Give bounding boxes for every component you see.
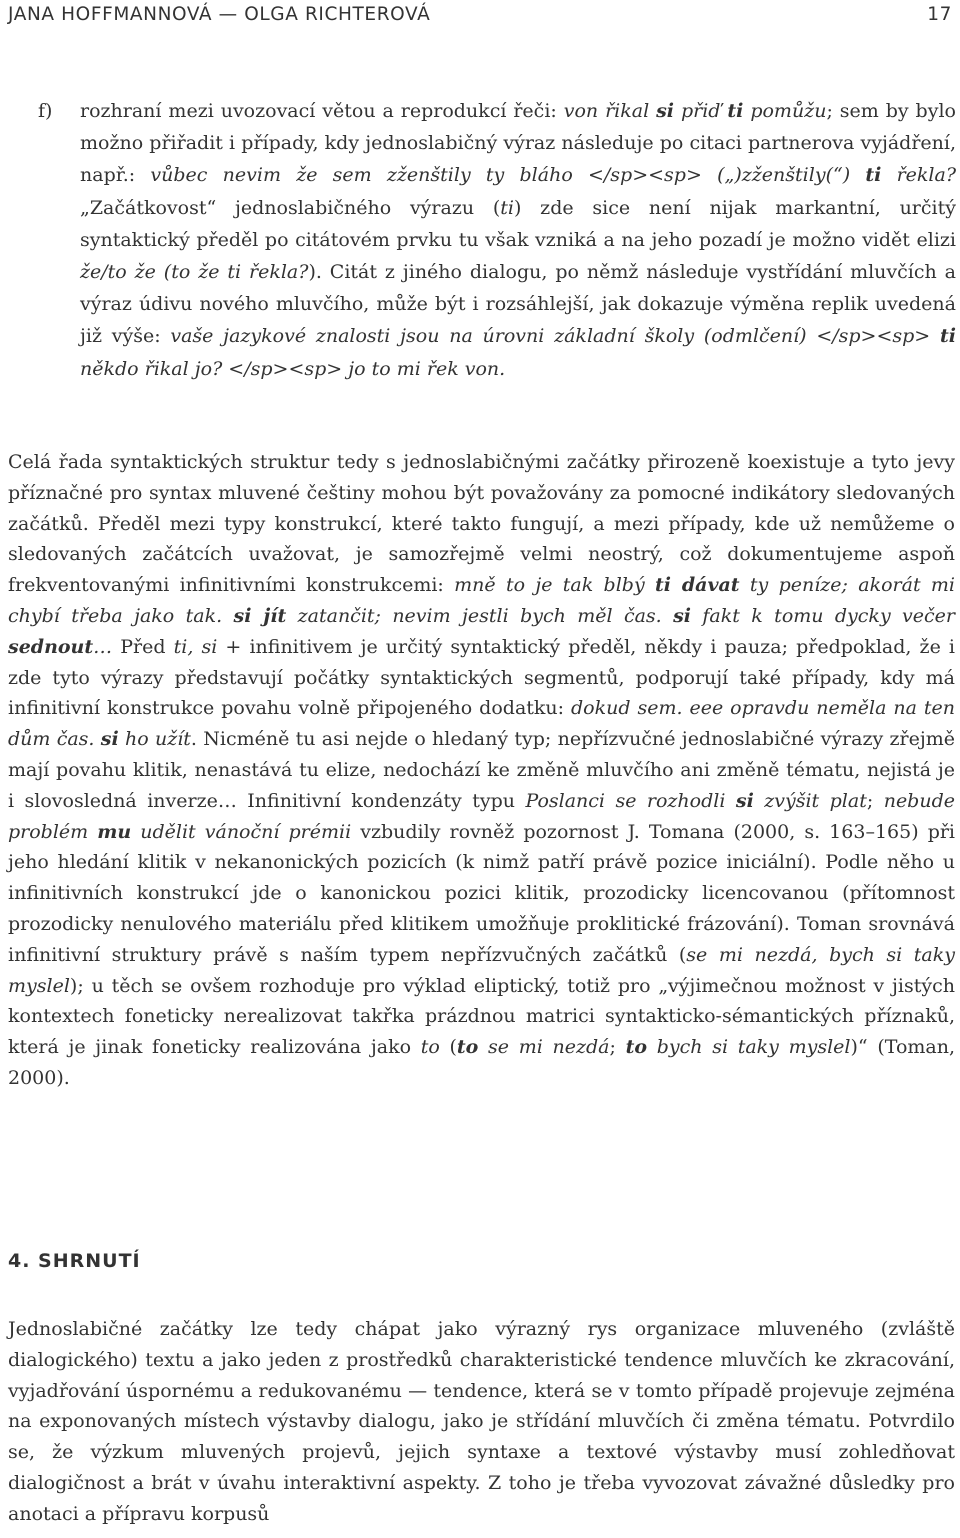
example-italic: se mi nezdá	[478, 1036, 610, 1059]
example-italic: ty peníze; akorát mi chybí třeba jako tak.	[8, 574, 955, 627]
text-run: ). Citát z jiného dialogu, po němž následuje vystřídání mluvčích a výraz údivu nového mluvčího, může být i rozsáhlejší, jak dokazuje výměna replik uvedená již výše:	[80, 261, 956, 348]
text-run: ) zde sice není nijak markantní, určitý syntaktický předěl po citátovém prvku tu však vzniká a na jeho pozadí je možno vidět elizi	[80, 196, 956, 251]
example-italic: to	[420, 1036, 440, 1059]
example-italic: ti, si	[173, 635, 218, 658]
example-italic: někdo řikal jo? </sp><sp> jo to mi řek von.	[80, 357, 506, 380]
text-run: „Začátkovost“ jednoslabičného výrazu (	[80, 196, 501, 219]
example-bold: to	[456, 1036, 479, 1059]
example-italic: vůbec nevim že sem zženštily ty bláho </sp><sp> („)zženštily(“)	[150, 164, 866, 187]
example-bold: ti	[865, 164, 882, 187]
example-italic: mně to je tak blbý	[454, 574, 655, 597]
text-run: ;	[609, 1036, 626, 1059]
example-bold: ti	[940, 325, 956, 348]
example-italic: pomůžu	[743, 100, 827, 122]
example-italic: von řikal	[563, 100, 657, 122]
example-bold: si jít	[233, 604, 287, 627]
example-italic: zvýšit plat	[753, 789, 867, 812]
example-italic: nebude problém	[8, 789, 955, 843]
example-italic: ti	[500, 196, 514, 219]
text-run: ;	[866, 789, 884, 812]
example-bold: mu	[97, 820, 132, 843]
text-run: ; sem by bylo možno přiřadit i případy, kdy jednoslabičný výraz následuje po citaci partnerova vyjádření, např.:	[80, 100, 956, 187]
body-paragraph	[8, 447, 955, 1094]
example-italic: vaše jazykové znalosti jsou na úrovni základní školy (odmlčení) </sp><sp>	[170, 325, 940, 348]
example-italic: přiď	[674, 100, 728, 122]
example-italic: dokud sem. eee opravdu neměla na ten dům čas.	[8, 697, 955, 751]
example-bold: si	[735, 789, 754, 812]
example-italic: …	[93, 635, 113, 658]
example-italic: bych si taky myslel	[647, 1036, 851, 1059]
example-bold: ti dávat	[654, 574, 740, 597]
example-bold: ti	[727, 100, 744, 122]
example-italic: Poslanci se rozhodli	[525, 789, 736, 812]
body-paragraph: Jednoslabičné začátky lze tedy chápat jako výrazný rys organizace mluveného (zvláště dialogického) textu a jako jeden z prostředků charakteristické tendence mluvčích ke zkracování, vyjadřování úspornému a redukovanému — tendence, která se v tomto případě projevuje zejména na exponovaných místech výstavby dialogu, jako je střídání mluvčích či změna tématu. Potvrdilo se, že výzkum mluvených projevů, jejich syntaxe a textové výstavby musí zohledňovat dialogičnost a brát v úvahu interaktivní aspekty. Z toho je třeba vyvozovat závažné důsledky pro anotaci a přípravu korpusů	[8, 1318, 955, 1525]
text-run: + infinitivem je určitý syntaktický předěl, někdy i pauza; předpoklad, že i zde tyto výrazy představují počátky syntaktických segmentů, podporují také případy, kdy má infinitivní konstrukce povahu volně připojeného dodatku:	[8, 635, 955, 720]
section-heading: 4. SHRNUTÍ	[8, 1250, 141, 1272]
text-run: vzbudily rovněž pozornost J. Tomana (2000, s. 163–165) při jeho hledání klitik v nekanonických pozicích (k nimž patří právě pozice iniciální). Podle něho u infinitivních konstrukcí jde o kanonickou pozici klitik, prozodicky licencovanou (přítomnost prozodicky nenulového materiálu před klitikem umožňuje proklitické frázování). Toman srovnává infinitivní struktury právě s naším typem nepřízvučných začátků (	[8, 820, 956, 966]
example-bold: si	[656, 100, 675, 122]
example-italic: zatančit; nevim jestli bych měl čas.	[286, 604, 674, 627]
example-italic: ho užít	[118, 728, 191, 751]
example-bold: si	[100, 728, 119, 751]
example-italic: že/to že (to že ti řekla?	[80, 261, 309, 284]
page-number: 17	[927, 4, 952, 25]
example-italic: řekla?	[881, 164, 957, 187]
example-bold: to	[625, 1036, 648, 1059]
example-bold: sednout	[8, 635, 94, 658]
list-item-body	[80, 95, 956, 385]
text-run: ); u těch se ovšem rozhoduje pro výklad eliptický, totiž pro „výjimečnou možnost v jistých kontextech foneticky nerealizovat takřka prázdnou matrici syntakticko-sémantických příznaků, která je jinak foneticky realizována jako	[8, 974, 955, 1059]
list-item-label: f)	[38, 100, 53, 122]
list-item-f	[38, 95, 958, 385]
example-italic: fakt k tomu dycky večer	[691, 604, 956, 627]
text-run: (	[439, 1036, 457, 1059]
running-head	[8, 4, 952, 32]
text-run: )“ (Toman, 2000).	[8, 1036, 955, 1089]
text-run: rozhraní mezi uvozovací větou a reprodukcí řeči:	[80, 100, 564, 122]
example-italic: udělit vánoční prémii	[131, 820, 352, 843]
example-bold: si	[673, 604, 692, 627]
example-italic: se mi nezdá, bych si taky myslel	[8, 943, 955, 997]
running-head-authors: JANA HOFFMANNOVÁ — OLGA RICHTEROVÁ	[8, 4, 431, 25]
text-run: Před	[112, 635, 174, 658]
text-run: Celá řada syntaktických struktur tedy s jednoslabičnými začátky přirozeně koexistuje a tyto jevy příznačné pro syntax mluvené češtiny mohou být považovány za pomocné indikátory sledovaných začátků. Předěl mezi typy konstrukcí, které takto fungují, a mezi případy, kde už nemůžeme o sledovaných začátcích uvažovat, je samozřejmě velmi neostrý, což dokumentujeme aspoň frekventovanými infinitivními konstrukcemi:	[8, 451, 955, 597]
text-run: . Nicméně tu asi nejde o hledaný typ; nepřízvučné jednoslabičné výrazy zřejmě mají povahu klitik, nenastává tu elize, nedochází ke změně mluvčího ani změně tématu, nejistá je i slovosledná inverze… Infinitivní kondenzáty typu	[8, 728, 955, 812]
